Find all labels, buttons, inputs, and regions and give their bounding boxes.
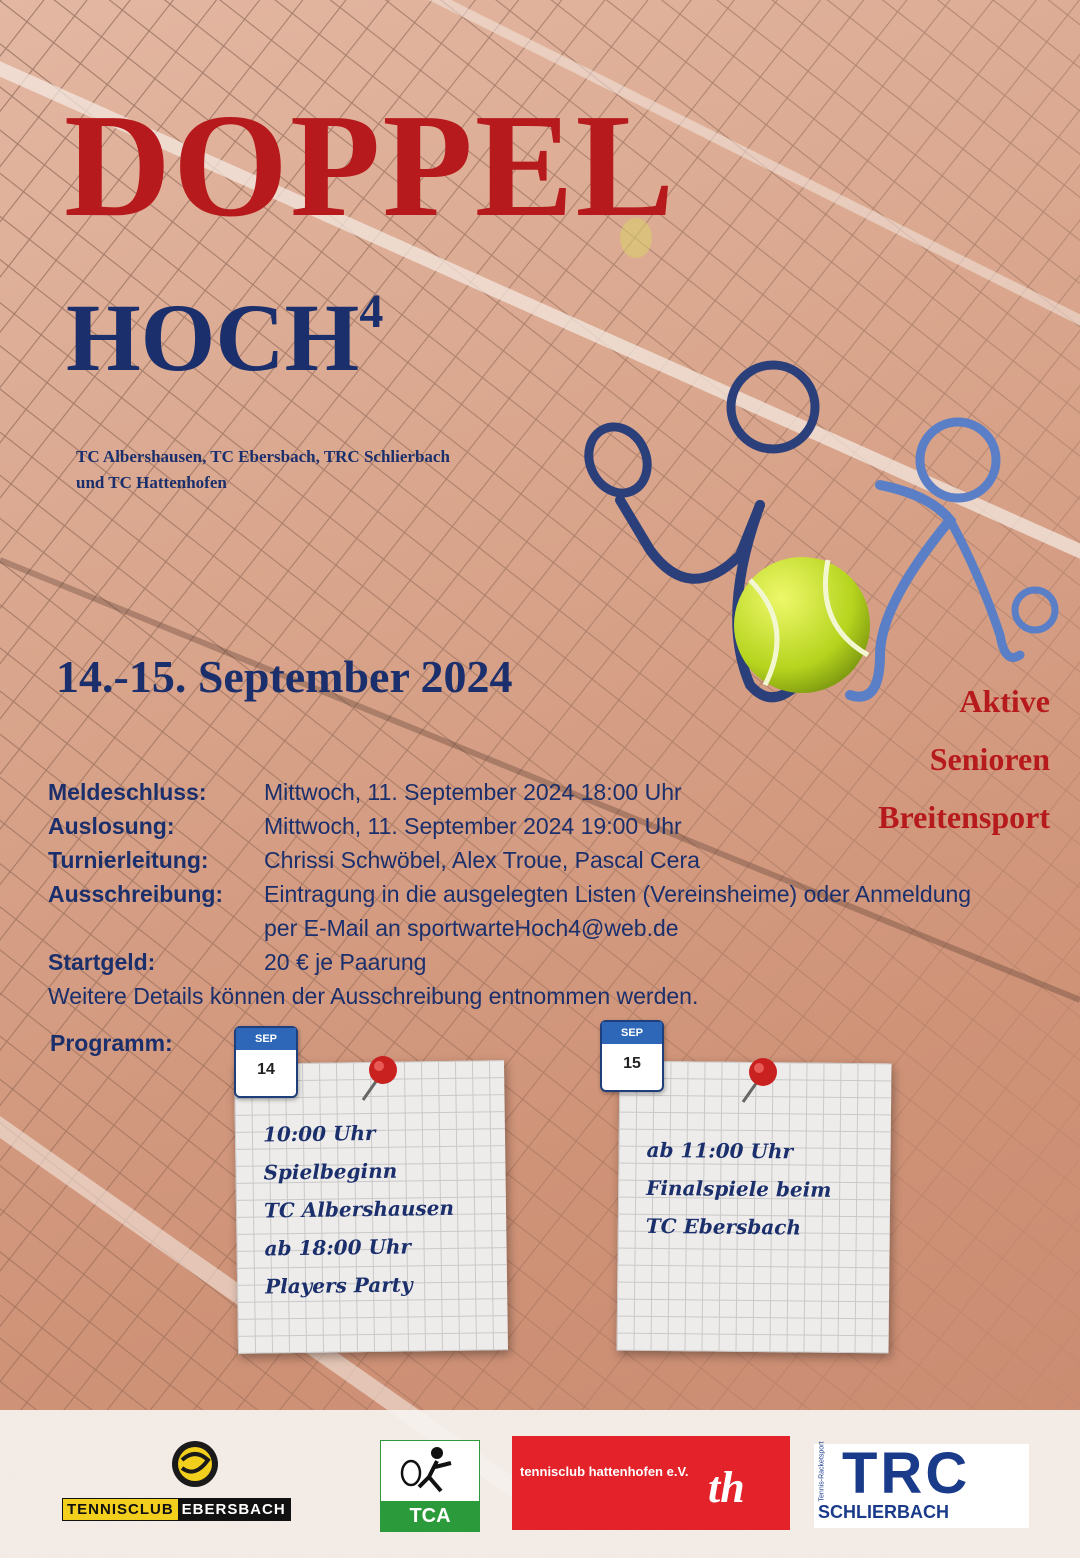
- info-row: [48, 877, 1054, 911]
- details-text: Weitere Details können der Ausschreibung entnommen werden.: [48, 983, 699, 1009]
- clubs-text: [76, 444, 450, 496]
- calendar-month: SEP: [602, 1022, 662, 1044]
- info-value: Mittwoch, 11. September 2024 19:00 Uhr: [264, 813, 682, 839]
- note-text: [263, 1113, 456, 1306]
- pushpin-icon: [735, 1052, 781, 1108]
- logo-tennisclub-hattenhofen: [512, 1436, 790, 1530]
- info-value: Eintragung in die ausgelegten Listen (Vereinsheime) oder Anmeldung: [264, 881, 972, 907]
- tca-text: TCA: [381, 1501, 479, 1531]
- logo-tca: [380, 1440, 480, 1532]
- info-row: [48, 945, 1054, 979]
- trc-schlierbach-text: SCHLIERBACH: [818, 1502, 950, 1522]
- note-line: TC Albershausen: [263, 1195, 455, 1223]
- info-label: Ausschreibung:: [48, 881, 224, 907]
- info-row: [48, 843, 1054, 877]
- calendar-day: 15: [623, 1055, 641, 1072]
- program-label: Programm:: [50, 1030, 173, 1056]
- title-hoch: [66, 284, 384, 391]
- tennis-ball-icon: [734, 557, 870, 693]
- pushpin-icon: [355, 1050, 401, 1106]
- info-block: [48, 775, 1054, 1013]
- trc-side-text: Tennis-Racketsport: [818, 1441, 826, 1502]
- info-label: Auslosung:: [48, 813, 175, 839]
- calendar-day: 14: [257, 1061, 275, 1078]
- category-aktive: Aktive: [959, 683, 1050, 719]
- info-label: Turnierleitung:: [48, 847, 209, 873]
- logo-tennisclub-ebersbach: [62, 1438, 312, 1528]
- info-value: Chrissi Schwöbel, Alex Troue, Pascal Cera: [264, 847, 700, 873]
- info-value: Mittwoch, 11. September 2024 18:00 Uhr: [264, 779, 682, 805]
- clubs-line-1: TC Albershausen, TC Ebersbach, TRC Schlierbach: [76, 447, 450, 466]
- trc-text: TRC: [842, 1441, 971, 1506]
- ebersbach-text-1: TENNISCLUB: [63, 1499, 178, 1520]
- note-text: [646, 1131, 832, 1247]
- title-hoch-text: HOCH: [66, 284, 360, 391]
- calendar-month: SEP: [236, 1028, 296, 1050]
- info-label: Startgeld:: [48, 949, 156, 975]
- doubles-players-logo: [580, 355, 1060, 715]
- hattenhofen-mark: th: [708, 1463, 745, 1512]
- title-doppel: DOPPEL: [64, 84, 677, 248]
- info-row: [48, 775, 1054, 809]
- logo-trc-schlierbach: [814, 1441, 1029, 1528]
- ebersbach-text-2: EBERSBACH: [178, 1499, 290, 1520]
- hattenhofen-name: tennisclub hattenhofen e.V.: [520, 1464, 689, 1479]
- category-breitensport: Breitensport: [878, 799, 1050, 835]
- calendar-icon-day-1: [234, 1026, 298, 1098]
- category-senioren: Senioren: [929, 741, 1050, 777]
- info-row: [48, 911, 1054, 945]
- note-line: Spielbeginn: [263, 1158, 398, 1185]
- info-value: 20 € je Paarung: [264, 949, 427, 975]
- info-email[interactable]: per E-Mail an sportwarteHoch4@web.de: [264, 915, 679, 941]
- note-line: Finalspiele beim: [646, 1175, 832, 1202]
- tennis-player-icon: [381, 1443, 477, 1499]
- clubs-line-2: und TC Hattenhofen: [76, 473, 227, 492]
- note-line: ab 11:00 Uhr: [646, 1137, 794, 1164]
- title-superscript: 4: [359, 285, 384, 338]
- info-label: Meldeschluss:: [48, 779, 207, 805]
- note-line: Players Party: [264, 1272, 413, 1299]
- note-line: ab 18:00 Uhr: [264, 1234, 412, 1261]
- calendar-icon-day-2: [600, 1020, 664, 1092]
- event-date: 14.-15. September 2024: [56, 651, 513, 702]
- ebersbach-emblem-icon: [160, 1438, 230, 1490]
- info-row: [48, 809, 1054, 843]
- note-line: TC Ebersbach: [645, 1213, 802, 1240]
- info-label: [48, 911, 264, 945]
- note-line: 10:00 Uhr: [262, 1120, 376, 1147]
